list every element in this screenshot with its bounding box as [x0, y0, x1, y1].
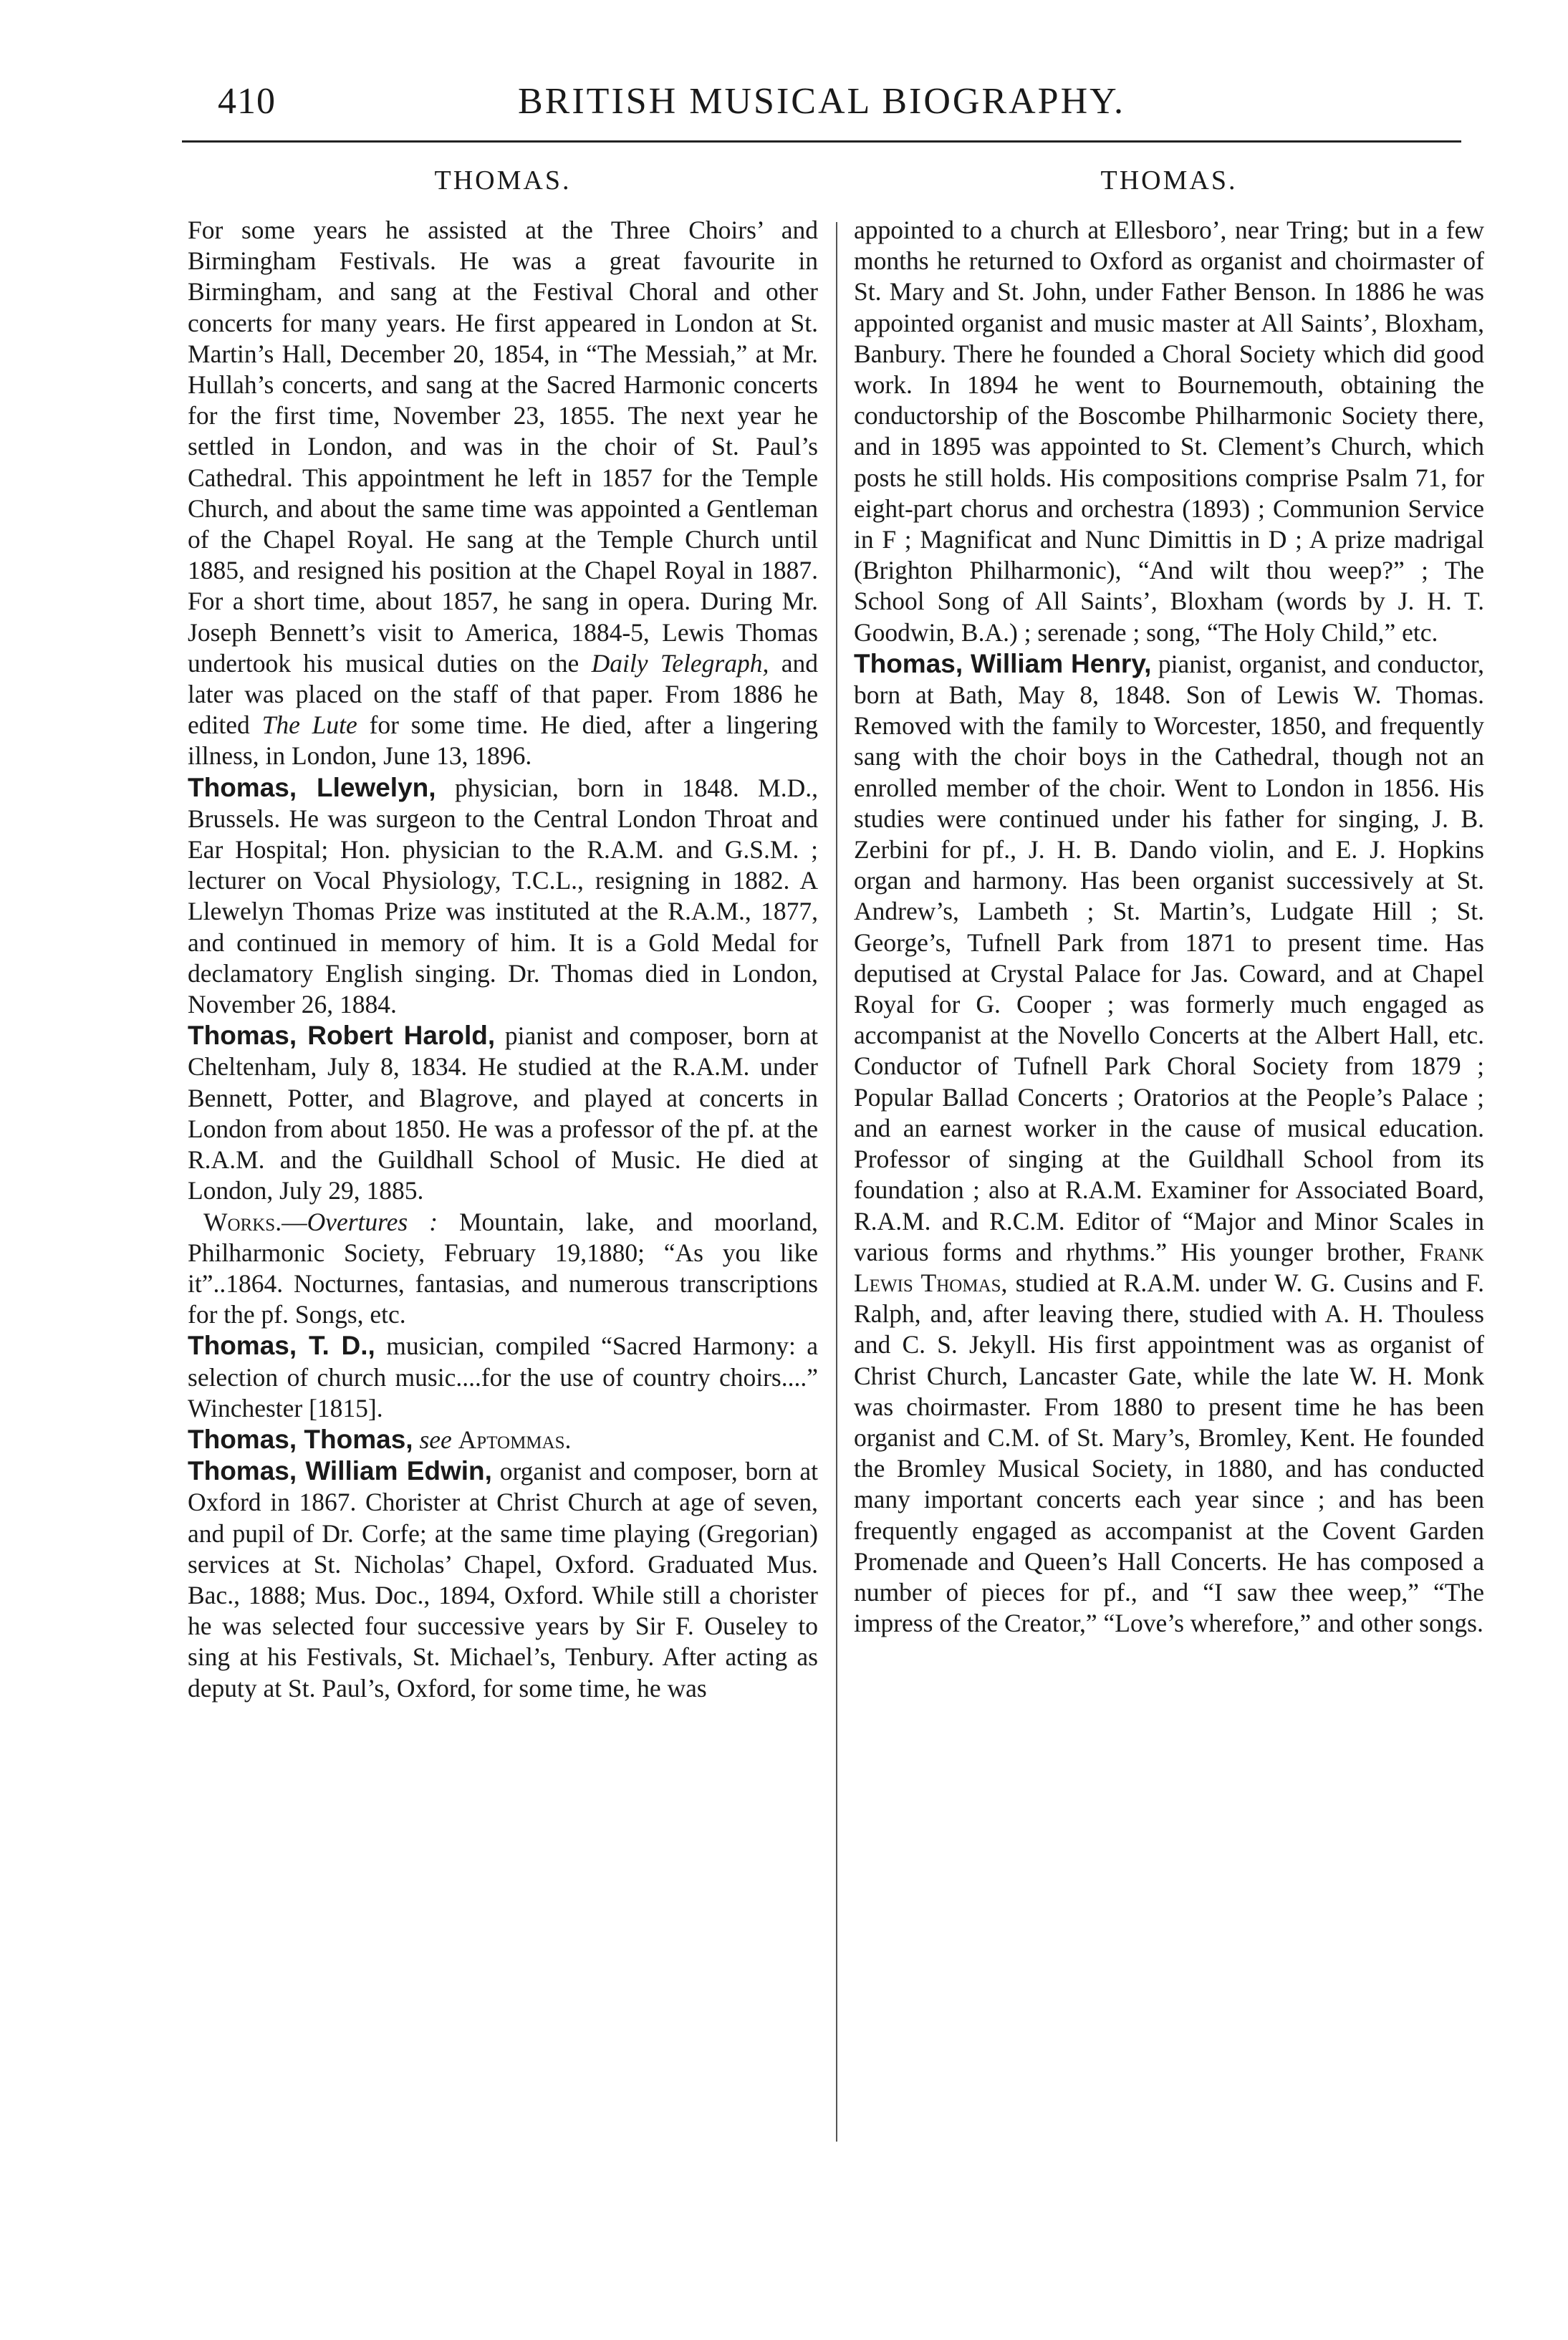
works-category: Overtures :: [307, 1207, 438, 1236]
column-divider: [836, 222, 837, 2142]
entry-thomas-thomas: [188, 1424, 818, 1455]
entry-name: Thomas, T. D.,: [188, 1331, 375, 1361]
entry-text: studied at R.A.M. under W. G. Cusins and F. Ralph, and, after leaving there, studied with A. H. Thouless and C. S. Jekyll. His first appointment was as organist of Christ Church, Lancaster Gate, while the late W. H. Monk was choirmaster. From 1880 to present time he has been organist and C.M. of St. Mary’s, Bromley, Kent. He founded the Bromley Musical Society, in 1880, and has conducted many important concerts each year since ; and has been frequently engaged as accompanist at the Covent Garden Promenade and Queen’s Hall Concerts. He has composed a number of pieces for pf., and “I saw thee weep,” “The impress of the Creator,” “Love’s wherefore,” and other songs.: [854, 1268, 1484, 1638]
header-rule: [182, 140, 1461, 143]
entry-name: Thomas, William Henry,: [854, 648, 1152, 678]
works-text: Mountain, lake, and moorland, Philharmonic Society, February 19,1880; “As you like it”..1864. Nocturnes, fantasias, and numerous transcriptions for the pf. Songs, etc.: [188, 1207, 818, 1329]
entry-name: Thomas, Robert Harold,: [188, 1021, 496, 1051]
works-label: Works.: [203, 1207, 282, 1236]
entry-name: Thomas, Thomas,: [188, 1424, 413, 1454]
entry-william-edwin-thomas: [188, 1455, 818, 1704]
see-word: see: [419, 1425, 452, 1454]
entry-robert-harold-thomas: [188, 1020, 818, 1206]
running-title: BRITISH MUSICAL BIOGRAPHY.: [518, 81, 1125, 122]
left-column: [188, 166, 818, 1704]
right-column: [854, 166, 1484, 1639]
cross-reference: Aptommas.: [458, 1425, 572, 1454]
brother-name: Frank Lewis Thomas,: [854, 1237, 1484, 1297]
entry-name: Thomas, William Edwin,: [188, 1456, 492, 1486]
italic-title: Daily Telegraph,: [591, 648, 769, 678]
entry-text: organist and composer, born at Oxford in 1867. Chorister at Christ Church at age of seven, and pupil of Dr. Corfe; at the same time playing (Gregorian) services at St. Nicholas’ Chapel, Oxford. Graduated Mus. Bac., 1888; Mus. Doc., 1894, Oxford. While still a chorister he was selected four successive years by Sir F. Ouseley to sing at his Festivals, St. Michael’s, Tenbury. After acting as deputy at St. Paul’s, Oxford, for some time, he was: [188, 1457, 818, 1703]
continued-entry-lewis-thomas: For some years he assisted at the Three Choirs’ and Birmingham Festivals. He was a great favourite in Birmingham, and sang at the Festival Choral and other concerts for many years. He first appeared in London at St. Martin’s Hall, December 20, 1854, in “The Messiah,” at Mr. Hullah’s concerts, and sang at the Sacred Harmonic concerts for the first time, November 23, 1855. The next year he settled in London, and was in the choir of St. Paul’s Cathedral. This appointment he left in 1857 for the Temple Church, and about the same time was appointed a Gentleman of the Chapel Royal. He sang at the Temple Church until 1885, and resigned his position at the Chapel Royal in 1887. For a short time, about 1857, he sang in opera. During Mr. Joseph Bennett’s visit to America, 1884-5, Lewis Thomas undertook his musical duties on the Daily Telegraph, and later was placed on the staff of that paper. From 1886 he edited The Lute for some time. He died, after a lingering illness, in London, June 13, 1896.: [188, 216, 818, 771]
entry-text: pianist, organist, and conductor, born at Bath, May 8, 1848. Son of Lewis W. Thomas. Removed with the family to Worcester, 1850, and frequently sang with the choir boys in the Cathedral, though not an enrolled member of the choir. Went to London in 1856. His studies were continued under his father for singing, J. B. Zerbini for pf., J. H. B. Dando violin, and E. J. Hopkins organ and harmony. Has been organist successively at St. Andrew’s, Lambeth ; St. Martin’s, Ludgate Hill ; St. George’s, Tufnell Park from 1871 to present time. Has deputised at Crystal Palace for Jas. Coward, and at Chapel Royal for G. Cooper ; was formerly much engaged as accompanist at the Novello Concerts at the Albert Hall, etc. Conductor of Tufnell Park Choral Society from 1879 ; Popular Ballad Concerts ; Oratorios at the People’s Palace ; and an earnest worker in the cause of musical education. Professor of singing at the Guildhall School from its foundation ; also at R.A.M. Examiner for Associated Board, R.A.M. and R.C.M. Editor of “Major and Minor Scales in various forms and rhythms.” His younger brother,: [854, 649, 1484, 1266]
column-heading: THOMAS.: [1100, 165, 1238, 196]
works-list: Works.—Overtures : Mountain, lake, and moorland, Philharmonic Society, February 19,1880; “As you like it”..1864. Nocturnes, fantasias, and numerous transcriptions for the pf. Songs, etc.: [188, 1207, 818, 1329]
entry-llewelyn-thomas: [188, 772, 818, 1021]
entry-t-d-thomas: [188, 1330, 818, 1424]
entry-text: pianist and composer, born at Cheltenham, July 8, 1834. He studied at the R.A.M. under Bennett, Potter, and Blagrove, and played at concerts in London from about 1850. He was a professor of the pf. at the R.A.M. and the Guildhall School of Music. He died at London, July 29, 1885.: [188, 1021, 818, 1205]
page-number: 410: [218, 81, 276, 122]
column-heading: THOMAS.: [434, 165, 572, 196]
entry-text: physician, born in 1848. M.D., Brussels. He was surgeon to the Central London Throat and Ear Hospital; Hon. physician to the R.A.M. and G.S.M. ; lecturer on Vocal Physiology, T.C.L., resigning in 1882. A Llewelyn Thomas Prize was instituted at the R.A.M., 1877, and continued in memory of him. It is a Gold Medal for declamatory English singing. Dr. Thomas died in London, November 26, 1884.: [188, 773, 818, 1019]
continued-entry-william-edwin-thomas: appointed to a church at Ellesboro’, near Tring; but in a few months he returned to Oxford as organist and choirmaster of St. Mary and St. John, under Father Benson. In 1886 he was appointed organist and music master at All Saints’, Bloxham, Banbury. There he founded a Choral Society which did good work. In 1894 he went to Bournemouth, obtaining the conductorship of the Boscombe Philharmonic Society there, and in 1895 was appointed to St. Clement’s Church, which posts he still holds. His compositions comprise Psalm 71, for eight-part chorus and orchestra (1893) ; Communion Service in F ; Magnificat and Nunc Dimittis in D ; A prize madrigal (Brighton Philharmonic), “And wilt thou weep?” ; The School Song of All Saints’, Bloxham (words by J. H. T. Goodwin, B.A.) ; serenade ; song, “The Holy Child,” etc.: [854, 216, 1484, 647]
entry-william-henry-thomas: [854, 648, 1484, 1640]
entry-name: Thomas, Llewelyn,: [188, 772, 436, 802]
italic-title: The Lute: [261, 711, 357, 740]
page-header: [182, 80, 1461, 138]
entry-text: musician, compiled “Sacred Harmony: a selection of church music....for the use of country choirs....” Winchester [1815].: [188, 1332, 818, 1422]
